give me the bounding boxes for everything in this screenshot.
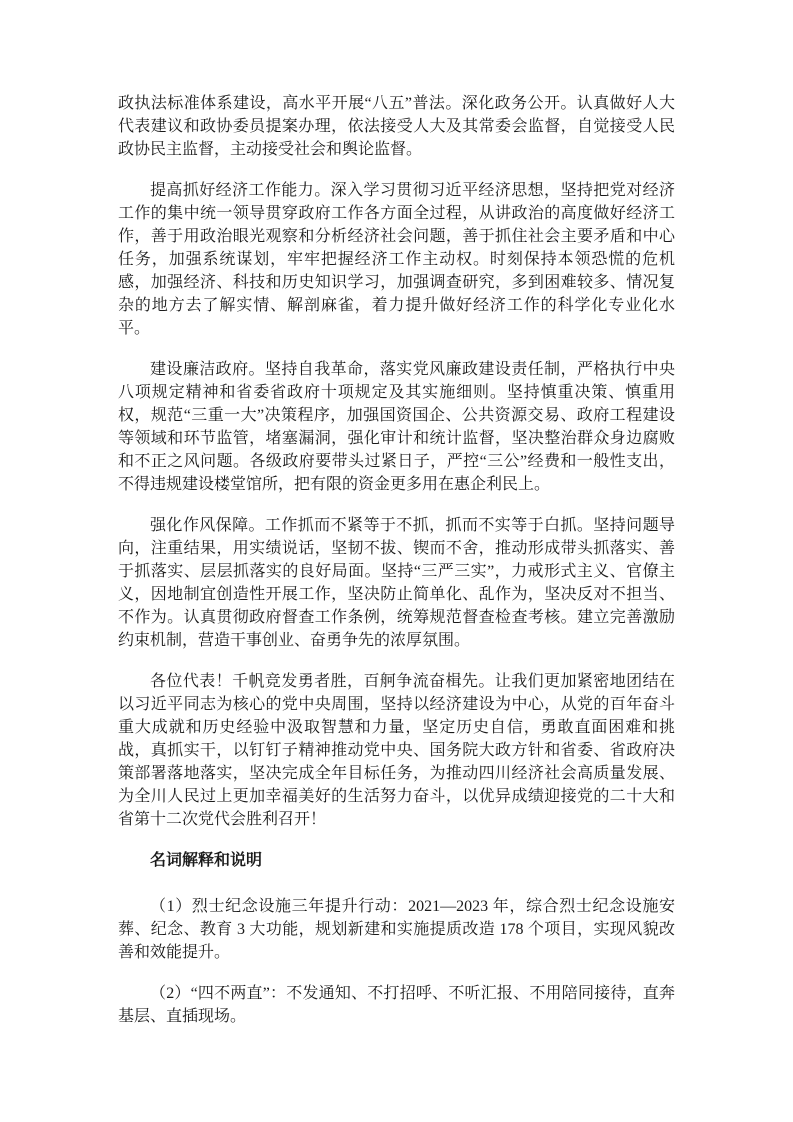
- section-heading-terms-explanation: 名词解释和说明: [150, 852, 263, 869]
- paragraph-work-style-guarantee: 强化作风保障。工作抓而不紧等于不抓，抓而不实等于白抓。坚持问题导向，注重结果，用实绩说话，坚韧不拔、锲而不舍，推动形成带头抓落实、善于抓落实、层层抓落实的良好局面。坚持“三严三实”，力戒形式主义、官僚主义，因地制宜创造性开展工作，坚决防止简单化、乱作为，坚决反对不担当、不作为。认真贯彻政府督查工作条例，统筹规范督查检查考核。建立完善激励约束机制，营造干事创业、奋勇争先的浓厚氛围。: [118, 517, 675, 649]
- paragraph-closing-address: 各位代表！千帆竞发勇者胜，百舸争流奋楫先。让我们更加紧密地团结在以习近平同志为核心的党中央周围，坚持以经济建设为中心，从党的百年奋斗重大成就和历史经验中汲取智慧和力量，坚定历史自信，勇敢直面困难和挑战，真抓实干，以钉钉子精神推动党中央、国务院大政方针和省委、省政府决策部署落地落实，坚决完成全年目标任务，为推动四川经济社会高质量发展、为全川人民过上更加幸福美好的生活努力奋斗，以优异成绩迎接党的二十大和省第十二次党代会胜利召开！: [118, 673, 675, 828]
- paragraph-law-supervision-continuation: 政执法标准体系建设，高水平开展“八五”普法。深化政务公开。认真做好人大代表建议和政协委员提案办理，依法接受人大及其常委会监督，自觉接受人民政协民主监督，主动接受社会和舆论监督。: [118, 95, 675, 158]
- note-item-1-martyr-memorial-action: （1）烈士纪念设施三年提升行动：2021—2023 年，综合烈士纪念设施安葬、纪念、教育 3 大功能，规划新建和实施提质改造 178 个项目，实现风貌改善和效能提升。: [118, 898, 675, 961]
- note-item-2-four-nos-two-directs: （2）“四不两直”：不发通知、不打招呼、不听汇报、不用陪同接待，直奔基层、直插现场。: [118, 985, 675, 1025]
- paragraph-economic-work-capability: 提高抓好经济工作能力。深入学习贯彻习近平经济思想，坚持把党对经济工作的集中统一领导贯穿政府工作各方面全过程，从讲政治的高度做好经济工作，善于用政治眼光观察和分析经济社会问题，善于抓住社会主要矛盾和中心任务，加强系统谋划，牢牢把握经济工作主动权。时刻保持本领恐慌的危机感，加强经济、科技和历史知识学习，加强调查研究，多到困难较多、情况复杂的地方去了解实情、解剖麻雀，着力提升做好经济工作的科学化专业化水平。: [118, 182, 675, 337]
- paragraph-clean-government: 建设廉洁政府。坚持自我革命，落实党风廉政建设责任制，严格执行中央八项规定精神和省委省政府十项规定及其实施细则。坚持慎重决策、慎重用权，规范“三重一大”决策程序，加强国资国企、公共资源交易、政府工程建设等领域和环节监管，堵塞漏洞，强化审计和统计监督，坚决整治群众身边腐败和不正之风问题。各级政府要带头过紧日子，严控“三公”经费和一般性支出，不得违规建设楼堂馆所，把有限的资金更多用在惠企利民上。: [118, 361, 675, 493]
